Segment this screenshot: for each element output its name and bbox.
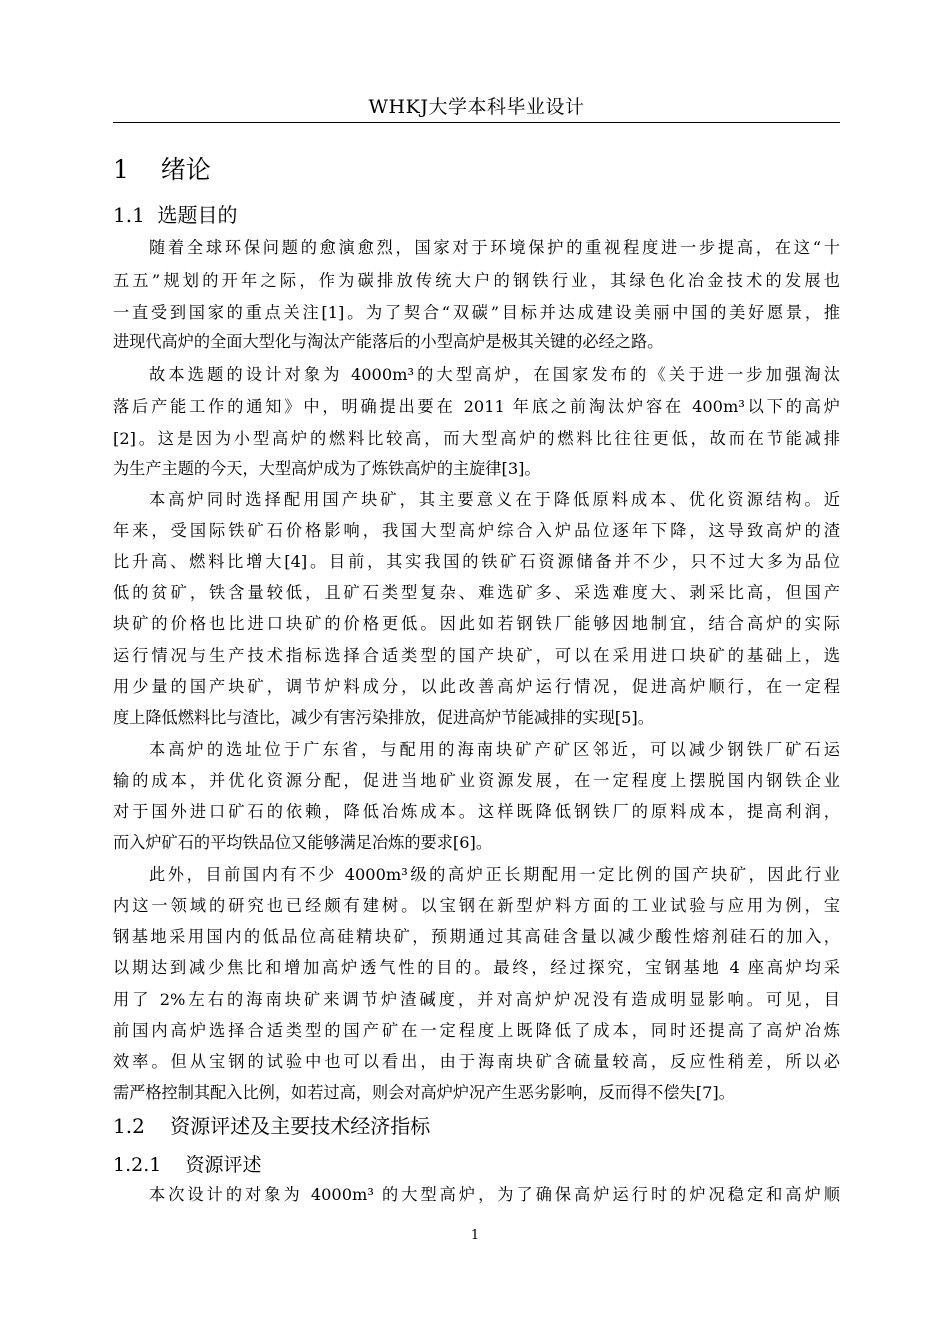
subsection-title: 资源评述 <box>185 1154 262 1176</box>
subsection-heading <box>113 1150 262 1177</box>
paragraph-line: 块矿的价格也比进口块矿的价格更低。因此如若钢铁厂能够因地制宜，结合高炉的实际 <box>113 614 840 633</box>
section-heading <box>113 1110 430 1139</box>
paragraph-line: 前国内高炉选择合适类型的国产矿在一定程度上既降低了成本，同时还提高了高炉冶炼 <box>113 1021 840 1040</box>
chapter-title: 绪论 <box>160 155 211 184</box>
subsection-number: 1.2.1 <box>113 1154 162 1176</box>
paragraph-line: 故本选题的设计对象为 4000m³的大型高炉，在国家发布的《关于进一步加强淘汰 <box>149 365 840 384</box>
paragraph-line: [2]。这是因为小型高炉的燃料比较高，而大型高炉的燃料比往往更低，故而在节能减排 <box>113 429 840 448</box>
chapter-heading <box>113 150 211 186</box>
paragraph-line: 效率。但从宝钢的试验中也可以看出，由于海南块矿含硫量较高，反应性稍差，所以必 <box>113 1052 840 1071</box>
paragraph-line: 度上降低燃料比与渣比，减少有害污染排放，促进高炉节能减排的实现[5]。 <box>113 708 654 727</box>
section-title: 资源评述及主要技术经济指标 <box>170 1114 431 1138</box>
page-number: 1 <box>470 1228 480 1243</box>
section-number: 1.1 <box>113 203 145 227</box>
paragraph-line: 五五”规划的开年之际，作为碳排放传统大户的钢铁行业，其绿色化冶金技术的发展也 <box>113 271 840 290</box>
paragraph-line: 以期达到减少焦比和增加高炉透气性的目的。最终，经过探究，宝钢基地 4 座高炉均采 <box>113 958 840 977</box>
paragraph-line: 而入炉矿石的平均铁品位又能够满足冶炼的要求[6]。 <box>113 833 493 852</box>
paragraph-line: 本次设计的对象为 4000m³ 的大型高炉，为了确保高炉运行时的炉况稳定和高炉顺 <box>149 1185 840 1204</box>
paragraph-line: 落后产能工作的通知》中，明确提出要在 2011 年底之前淘汰炉容在 400m³以下的高炉 <box>113 397 840 416</box>
paragraph-line: 用了 2%左右的海南块矿来调节炉渣碱度，并对高炉炉况没有造成明显影响。可见，目 <box>113 990 840 1009</box>
paragraph-line: 需严格控制其配入比例，如若过高，则会对高炉炉况产生恶劣影响，反而得不偿失[7]。 <box>113 1083 735 1102</box>
header-rule <box>113 122 840 123</box>
paragraph-line: 输的成本，并优化资源分配，促进当地矿业资源发展，在一定程度上摆脱国内钢铁企业 <box>113 771 840 790</box>
section-heading <box>113 199 238 228</box>
chapter-number: 1 <box>113 155 129 184</box>
paragraph-line: 对于国外进口矿石的依赖，降低冶炼成本。这样既降低钢铁厂的原料成本，提高利润， <box>113 802 840 821</box>
paragraph-line: 随着全球环保问题的愈演愈烈，国家对于环境保护的重视程度进一步提高，在这“十 <box>149 238 840 257</box>
paragraph-line: 年来，受国际铁矿石价格影响，我国大型高炉综合入炉品位逐年下降，这导致高炉的渣 <box>113 521 840 540</box>
paragraph-line: 低的贫矿，铁含量较低，且矿石类型复杂、难选矿多、采选难度大、剥采比高，但国产 <box>113 583 840 602</box>
paragraph-line: 进现代高炉的全面大型化与淘汰产能落后的小型高炉是极其关键的必经之路。 <box>113 332 664 351</box>
paragraph-line: 运行情况与生产技术指标选择合适类型的国产块矿，可以在采用进口块矿的基础上，选 <box>113 646 840 665</box>
paragraph-line: 为生产主题的今天，大型高炉成为了炼铁高炉的主旋律[3]。 <box>113 459 541 478</box>
section-title: 选题目的 <box>157 203 238 227</box>
section-number: 1.2 <box>113 1114 145 1138</box>
page-header-title: WHKJ大学本科毕业设计 <box>368 96 585 118</box>
paragraph-line: 用少量的国产块矿，调节炉料成分，以此改善高炉运行情况，促进高炉顺行，在一定程 <box>113 677 840 696</box>
paragraph-line: 本高炉的选址位于广东省，与配用的海南块矿产矿区邻近，可以减少钢铁厂矿石运 <box>149 740 840 759</box>
paragraph-line: 内这一领域的研究也已经颇有建树。以宝钢在新型炉料方面的工业试验与应用为例，宝 <box>113 896 840 915</box>
paragraph-line: 一直受到国家的重点关注[1]。为了契合“双碳”目标并达成建设美丽中国的美好愿景，推 <box>113 303 840 322</box>
paragraph-line: 钢基地采用国内的低品位高硅精块矿，预期通过其高硅含量以减少酸性熔剂硅石的加入， <box>113 927 840 946</box>
paragraph-line: 此外，目前国内有不少 4000m³级的高炉正长期配用一定比例的国产块矿，因此行业 <box>149 865 840 884</box>
paragraph-line: 本高炉同时选择配用国产块矿，其主要意义在于降低原料成本、优化资源结构。近 <box>149 490 840 509</box>
paragraph-line: 比升高、燃料比增大[4]。目前，其实我国的铁矿石资源储备并不少，只不过大多为品位 <box>113 552 840 571</box>
